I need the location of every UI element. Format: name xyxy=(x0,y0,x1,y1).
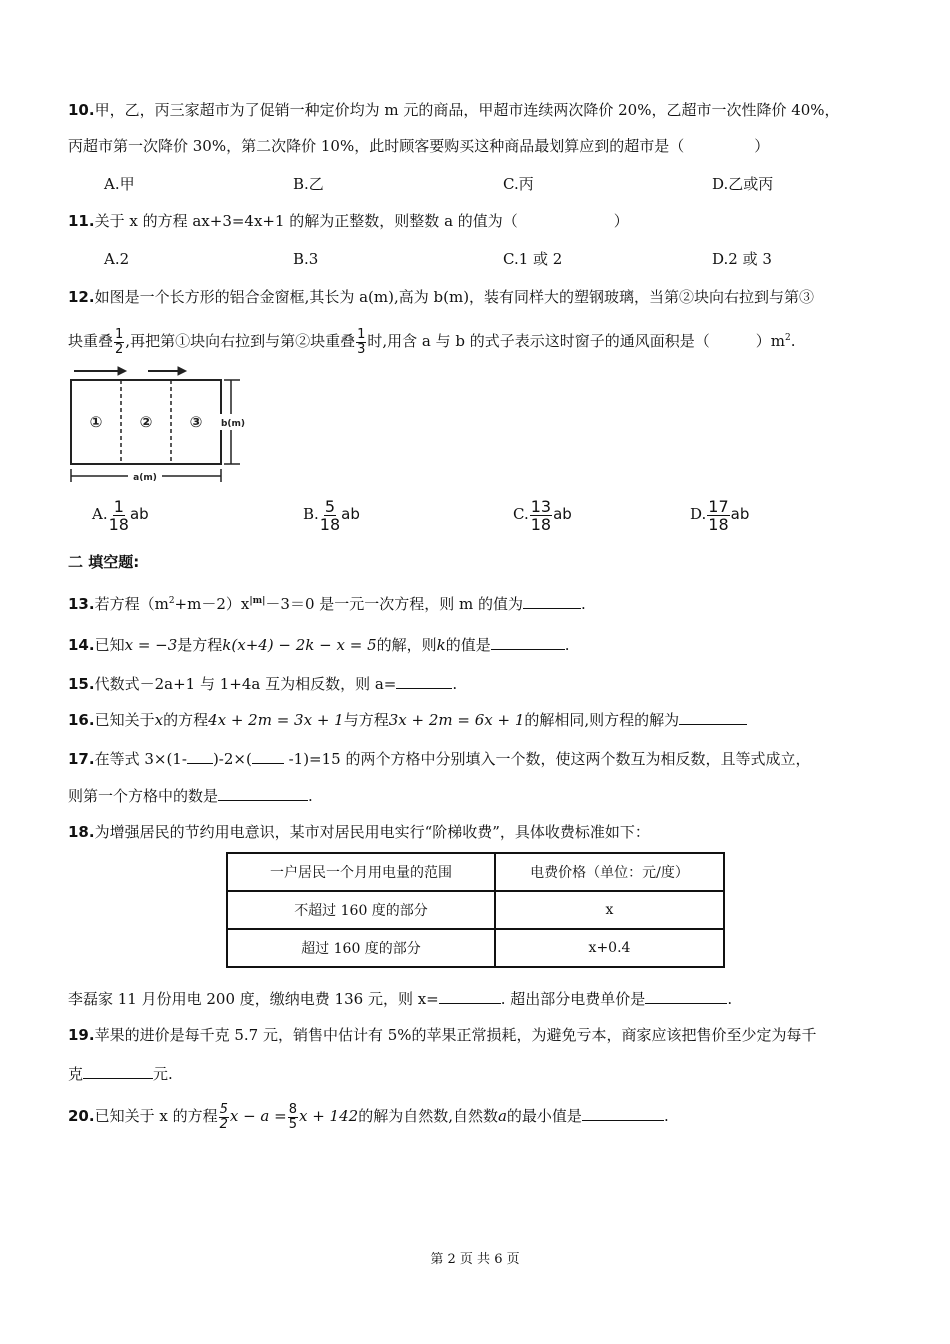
q19-text-a: 克 xyxy=(68,1065,84,1083)
q16-equation-1: 4x + 2m = 3x + 1 xyxy=(208,711,344,729)
arrow-head xyxy=(118,367,126,375)
frac-numerator: 5 xyxy=(219,1101,228,1117)
table-header-cell: 一户居民一个月用电量的范围 xyxy=(227,853,495,891)
q12-square-superscript: 2 xyxy=(784,333,791,343)
frac-numerator: 1 xyxy=(115,326,124,342)
q20-equation-part-2: x + 142 xyxy=(298,1107,359,1125)
q12-text-line1: 如图是一个长方形的铝合金窗框,其长为 a(m),高为 b(m)，装有同样大的塑钢玻璃，当第②块向右拉到与第③ xyxy=(94,288,815,306)
q16-equation-2: 3x + 2m = 6x + 1 xyxy=(388,711,525,729)
q10-line2 xyxy=(68,136,769,156)
q18-number: 18. xyxy=(68,823,95,841)
q14-text-b: 是方程 xyxy=(177,636,223,654)
q15-text: 代数式－2a+1 与 1+4a 互为相反数，则 a= xyxy=(94,675,397,693)
q12-text-a: 块重叠 xyxy=(68,332,114,350)
q12-option-c xyxy=(513,492,572,536)
q18-answer-blank-price[interactable] xyxy=(645,988,727,1004)
frac-denominator: 5 xyxy=(288,1116,297,1132)
q13-square-superscript: 2 xyxy=(168,596,175,606)
table-row xyxy=(227,929,724,967)
pane-label-2: ② xyxy=(139,413,153,431)
frac-numerator: 1 xyxy=(357,326,366,342)
q12-text-b: ,再把第①块向右拉到与第②块重叠 xyxy=(125,332,356,350)
q11-option-b: B.3 xyxy=(293,250,319,268)
q11-close-paren: ） xyxy=(613,212,629,230)
height-label: b(m) xyxy=(220,419,246,429)
q12-option-b xyxy=(303,492,360,536)
q17-number: 17. xyxy=(68,750,95,768)
q13-answer-blank[interactable] xyxy=(523,593,581,609)
q14-text-d: 的值是 xyxy=(445,636,491,654)
q16-line xyxy=(68,709,747,730)
q16-variable-x: x xyxy=(154,711,164,729)
table-cell: x xyxy=(495,891,724,929)
page-footer: 第 2 页 共 6 页 xyxy=(430,1252,520,1267)
q20-equation-part-1: x − a = xyxy=(229,1107,287,1125)
q12-text-e: . xyxy=(790,332,796,350)
table-row xyxy=(227,891,724,929)
q20-variable-a: a xyxy=(497,1107,507,1125)
q13-number: 13. xyxy=(68,595,95,613)
option-fraction xyxy=(707,498,729,533)
q14-number: 14. xyxy=(68,636,95,654)
table-cell: 超过 160 度的部分 xyxy=(227,929,495,967)
q18-followup-line xyxy=(68,988,732,1009)
frac-numerator: 13 xyxy=(530,496,552,516)
q10-option-d: D.乙或丙 xyxy=(712,175,774,193)
option-variable: ab xyxy=(553,505,572,523)
option-letter: A. xyxy=(92,505,108,523)
q16-text-c: 与方程 xyxy=(343,711,389,729)
q14-equation-x: x = −3 xyxy=(124,636,178,654)
q19-line1 xyxy=(68,1025,817,1045)
q11-text: 关于 x 的方程 ax+3=4x+1 的解为正整数，则整数 a 的值为（ xyxy=(94,212,518,230)
q14-period: . xyxy=(564,636,570,654)
pane-label-1: ① xyxy=(89,413,103,431)
option-letter: B. xyxy=(303,505,319,523)
frac-numerator: 8 xyxy=(288,1101,297,1117)
q17-text-a: 在等式 3×(1- xyxy=(94,750,187,768)
q16-answer-blank[interactable] xyxy=(679,709,747,725)
q18-period: . xyxy=(727,990,733,1008)
q11-line xyxy=(68,211,629,231)
q13-text-b: +m－2）x xyxy=(174,595,250,613)
q17-box-1[interactable] xyxy=(187,748,213,764)
q20-answer-blank[interactable] xyxy=(582,1105,664,1121)
frac-denominator: 18 xyxy=(530,514,552,534)
q15-line xyxy=(68,673,457,694)
table-header-cell: 电费价格（单位：元/度） xyxy=(495,853,724,891)
option-variable: ab xyxy=(730,505,750,523)
q17-line1 xyxy=(68,748,811,769)
q18-text: 为增强居民的节约用电意识，某市对居民用电实行“阶梯收费”，具体收费标准如下： xyxy=(94,823,650,841)
frac-denominator: 3 xyxy=(357,341,366,357)
frac-denominator: 2 xyxy=(115,341,124,357)
frac-numerator: 5 xyxy=(324,496,336,516)
q14-text-c: 的解，则 xyxy=(376,636,437,654)
q12-text-d: ）m xyxy=(755,332,785,350)
pane-label-3: ③ xyxy=(189,413,203,431)
q18-line xyxy=(68,822,650,842)
q14-equation: k(x+4) − 2k − x = 5 xyxy=(222,636,377,654)
q13-line xyxy=(68,591,586,614)
q18-followup-text-a: 李磊家 11 月份用电 200 度，缴纳电费 136 元，则 x= xyxy=(68,990,439,1008)
q17-line2 xyxy=(68,785,313,806)
option-variable: ab xyxy=(341,505,360,523)
q17-text-b: )-2×( xyxy=(212,750,252,768)
frac-numerator: 17 xyxy=(708,496,729,516)
q17-box-2[interactable] xyxy=(252,748,284,764)
q17-period: . xyxy=(308,787,313,805)
section-heading: 二 填空题: xyxy=(68,553,140,571)
q13-text-c: －3＝0 是一元一次方程，则 m 的值为 xyxy=(265,595,524,613)
width-label: a(m) xyxy=(133,473,157,483)
q10-number: 10. xyxy=(68,101,95,119)
q19-number: 19. xyxy=(68,1026,95,1044)
q15-answer-blank[interactable] xyxy=(396,673,452,689)
q18-answer-blank-x[interactable] xyxy=(439,988,501,1004)
q15-number: 15. xyxy=(68,675,95,693)
table-cell: 不超过 160 度的部分 xyxy=(227,891,495,929)
q16-number: 16. xyxy=(68,711,95,729)
q17-text-line2: 则第一个方格中的数是 xyxy=(68,787,219,805)
q12-line2 xyxy=(68,318,796,361)
q15-period: . xyxy=(452,675,458,693)
q18-followup-text-b: . 超出部分电费单价是 xyxy=(500,990,646,1008)
q10-line1 xyxy=(68,100,840,120)
q10-text-line1: 甲，乙，丙三家超市为了促销一种定价均为 m 元的商品，甲超市连续两次降价 20%，乙超市一次性降价 40%， xyxy=(94,101,840,119)
window-frame-figure xyxy=(64,364,250,486)
q20-fraction-1 xyxy=(219,1103,229,1132)
q19-line2 xyxy=(68,1063,173,1084)
q16-text-d: 的解相同,则方程的解为 xyxy=(524,711,680,729)
option-fraction xyxy=(109,498,129,533)
q13-period: . xyxy=(581,595,586,613)
q11-option-c: C.1 或 2 xyxy=(503,250,563,268)
q10-option-c: C.丙 xyxy=(503,175,534,193)
q17-text-c: -1)=15 的两个方格中分别填入一个数，使这两个数互为相反数，且等式成立， xyxy=(283,750,811,768)
q14-line xyxy=(68,634,570,655)
q20-text-b: 的解为自然数,自然数 xyxy=(358,1107,498,1125)
q17-answer-blank[interactable] xyxy=(218,785,308,801)
q11-option-a: A.2 xyxy=(104,250,130,268)
q10-option-a: A.甲 xyxy=(104,175,135,193)
q20-line xyxy=(68,1094,669,1138)
q10-close-paren: ） xyxy=(754,137,770,155)
option-letter: D. xyxy=(690,505,707,523)
electricity-fee-table xyxy=(226,852,725,968)
q12-text-c: 时,用含 a 与 b 的式子表示这时窗子的通风面积是（ xyxy=(367,332,710,350)
q14-text-a: 已知 xyxy=(94,636,125,654)
option-letter: C. xyxy=(513,505,529,523)
q20-fraction-2 xyxy=(288,1103,298,1132)
q11-option-d: D.2 或 3 xyxy=(712,250,772,268)
option-fraction xyxy=(530,498,552,533)
q20-number: 20. xyxy=(68,1107,95,1125)
q13-abs-exponent: |m| xyxy=(249,596,266,606)
q11-number: 11. xyxy=(68,212,95,230)
q13-text-a: 若方程（m xyxy=(94,595,169,613)
q12-option-a xyxy=(92,492,149,536)
q19-text-b: 元. xyxy=(153,1065,173,1083)
frac-denominator: 18 xyxy=(108,514,129,534)
q10-text-line2: 丙超市第一次降价 30%，第二次降价 10%，此时顾客要购买这种商品最划算应到的超市是（ xyxy=(68,137,685,155)
q20-period: . xyxy=(663,1107,669,1125)
arrow-head xyxy=(178,367,186,375)
table-header-row xyxy=(227,853,724,891)
option-fraction xyxy=(320,498,340,533)
q16-text-a: 已知关于 xyxy=(94,711,155,729)
q20-text-a: 已知关于 x 的方程 xyxy=(94,1107,218,1125)
q12-line1 xyxy=(68,287,814,307)
q10-option-b: B.乙 xyxy=(293,175,324,193)
q14-variable-k: k xyxy=(436,636,446,654)
option-variable: ab xyxy=(129,505,149,523)
q12-number: 12. xyxy=(68,288,95,306)
q12-fraction-half xyxy=(114,328,124,357)
q19-text-line1: 苹果的进价是每千克 5.7 元，销售中估计有 5%的苹果正常损耗，为避免亏本，商家应该把售价至少定为每千 xyxy=(94,1026,817,1044)
frac-denominator: 18 xyxy=(708,514,729,534)
frac-numerator: 1 xyxy=(113,496,124,516)
frac-denominator: 2 xyxy=(219,1116,228,1132)
q20-text-c: 的最小值是 xyxy=(506,1107,582,1125)
q16-text-b: 的方程 xyxy=(163,711,209,729)
q19-answer-blank[interactable] xyxy=(83,1063,153,1079)
frac-denominator: 18 xyxy=(319,514,341,534)
table-cell: x+0.4 xyxy=(495,929,724,967)
q14-answer-blank[interactable] xyxy=(491,634,565,650)
q12-option-d xyxy=(690,492,749,536)
q12-fraction-third xyxy=(356,328,366,357)
